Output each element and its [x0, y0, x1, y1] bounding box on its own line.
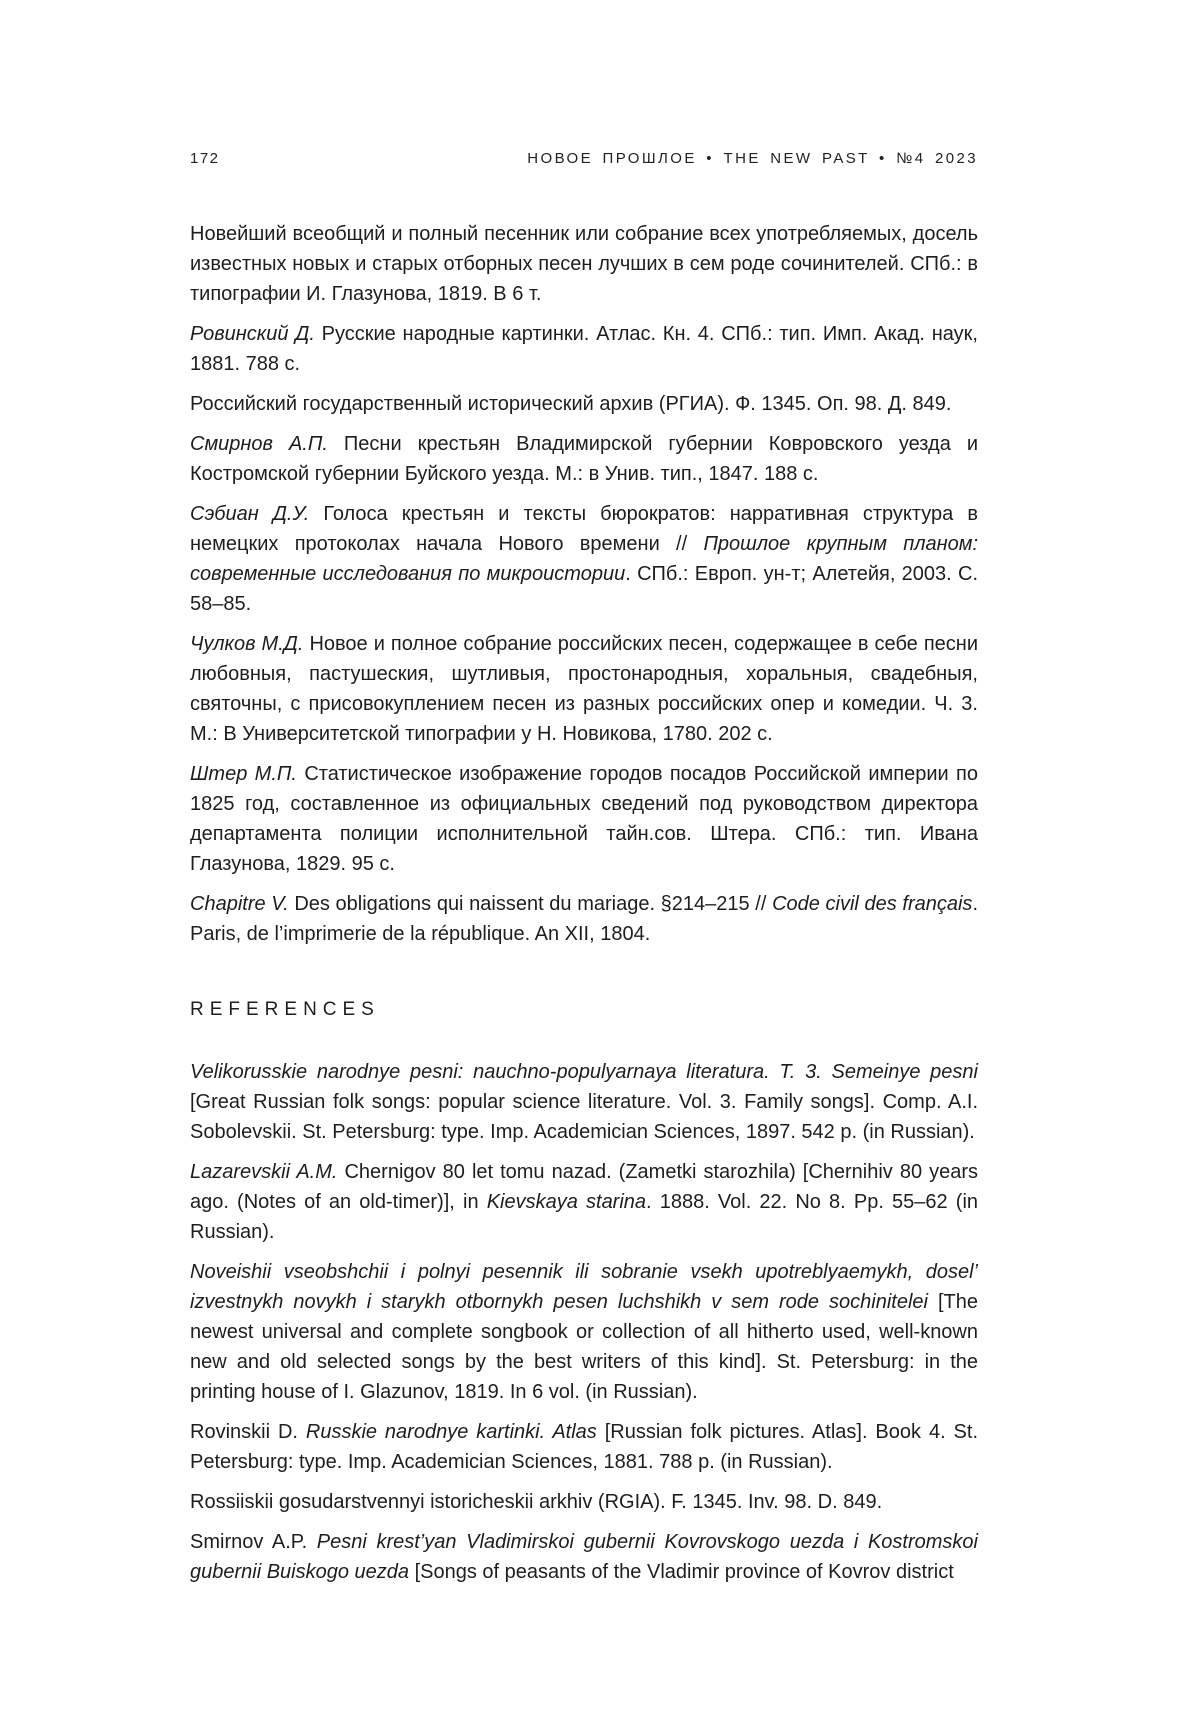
- bibliography-entry: [190, 499, 978, 619]
- reference-entry: [190, 1057, 978, 1147]
- page-body: [190, 219, 978, 1587]
- text-run-regular: Русские народные картинки. Атлас. Кн. 4. СПб.: тип. Имп. Акад. наук, 1881. 788 с.: [190, 323, 978, 375]
- text-run-regular: Rossiiskii gosudarstvennyi istoricheskii arkhiv (RGIA). F. 1345. Inv. 98. D. 849.: [190, 1491, 883, 1513]
- text-run-regular: Песни крестьян Владимирской губернии Ковровского уезда и Костромской губернии Буйского уезда. М.: в Унив. тип., 1847. 188 с.: [190, 433, 978, 485]
- text-run-italic: Pesni krest’yan Vladimirskoi gubernii Kovrovskogo uezda i Kostromskoi gubernii Buiskogo uezda: [190, 1531, 978, 1583]
- text-run-regular: Статистическое изображение городов посадов Российской империи по 1825 год, составленное из официальных сведений под руководством директора департамента полиции исполнительной тайн.сов. Штера. СПб.: тип. Ивана Глазунова, 1829. 95 с.: [190, 763, 978, 875]
- reference-entry: [190, 1157, 978, 1247]
- text-run-regular: [Great Russian folk songs: popular science literature. Vol. 3. Family songs]. Comp. A.I. Sobolevskii. St. Petersburg: type. Imp. Academician Sciences, 1897. 542 p. (in Russian).: [190, 1091, 978, 1143]
- text-run-italic: Ровинский Д.: [190, 323, 315, 345]
- page-number: 172: [190, 150, 220, 167]
- text-run-regular: Chernigov 80 let tomu nazad. (Zametki starozhila) [Chernihiv 80 years ago. (Notes of an old-timer)], in: [190, 1161, 979, 1213]
- bibliography-entry: [190, 889, 978, 949]
- bibliography-entry: [190, 389, 978, 419]
- bibliography-entry: [190, 629, 978, 749]
- text-run-italic: Чулков М.Д.: [190, 633, 304, 655]
- text-run-italic: Russkie narodnye kartinki. Atlas: [305, 1421, 597, 1443]
- text-run-italic: Velikorusskie narodnye pesni: nauchno-populyarnaya literatura. T. 3. Semeinye pesni: [190, 1061, 978, 1083]
- text-run-regular: Smirnov A.P.: [190, 1531, 317, 1553]
- text-run-regular: Голоса крестьян и тексты бюрократов: нарративная структура в немецких протоколах начала Нового времени //: [190, 503, 978, 555]
- text-run-italic: Code civil des français: [772, 893, 973, 915]
- text-run-italic: Штер М.П.: [190, 763, 297, 785]
- reference-entry: [190, 1527, 978, 1587]
- text-run-italic: Lazarevskii A.M.: [190, 1161, 338, 1183]
- text-run-italic: Chapitre V.: [190, 893, 289, 915]
- reference-entry: [190, 1487, 978, 1517]
- bibliography-entry: [190, 219, 978, 309]
- text-run-regular: . 1888. Vol. 22. No 8. Pp. 55–62 (in Russian).: [190, 1191, 979, 1243]
- running-title: НОВОЕ ПРОШЛОЕ • THE NEW PAST • №4 2023: [527, 150, 978, 167]
- references-section: [190, 1057, 978, 1587]
- running-header: [190, 150, 978, 167]
- text-run-regular: [Songs of peasants of the Vladimir province of Kovrov district: [409, 1561, 954, 1583]
- text-run-regular: Rovinskii D.: [190, 1421, 306, 1443]
- text-run-regular: Российский государственный исторический архив (РГИА). Ф. 1345. Оп. 98. Д. 849.: [190, 393, 952, 415]
- bibliography-entry: [190, 759, 978, 879]
- text-run-regular: [The newest universal and complete songbook or collection of all hitherto used, well-known new and old selected songs by the best writers of this kind]. St. Petersburg: in the printing house of I. Glazunov, 1819. In 6 vol. (in Russian).: [190, 1291, 979, 1403]
- text-run-italic: Сэбиан Д.У.: [190, 503, 310, 525]
- text-run-regular: Новейший всеобщий и полный песенник или собрание всех употребляемых, досель известных новых и старых отборных песен лучших в сем роде сочинителей. СПб.: в типографии И. Глазунова, 1819. В 6 т.: [190, 223, 978, 305]
- bibliography-entry: [190, 429, 978, 489]
- text-run-regular: Des obligations qui naissent du mariage. §214–215 //: [288, 893, 773, 915]
- text-run-italic: Смирнов А.П.: [190, 433, 328, 455]
- text-run-regular: [Russian folk pictures. Atlas]. Book 4. St. Petersburg: type. Imp. Academician Sciences, 1881. 788 p. (in Russian).: [190, 1421, 979, 1473]
- text-run-regular: . Paris, de l’imprimerie de la république. An XII, 1804.: [190, 893, 978, 945]
- bibliography-entry: [190, 319, 978, 379]
- text-run-italic: Kievskaya starina: [486, 1191, 647, 1213]
- text-run-regular: Новое и полное собрание российских песен, содержащее в себе песни любовныя, пастушеския, шутливыя, простонародныя, хоральныя, свадебныя, святочны, с присовокуплением песен из разных российских опер и комедии. Ч. 3. М.: В Университетской типографии у Н. Новикова, 1780. 202 с.: [190, 633, 978, 745]
- reference-entry: [190, 1257, 978, 1407]
- bibliography-section: [190, 219, 978, 949]
- reference-entry: [190, 1417, 978, 1477]
- text-run-italic: Noveishii vseobshchii i polnyi pesennik ili sobranie vsekh upotreblyaemykh, dosel’ izvestnykh novykh i starykh otbornykh pesen luchshikh v sem rode sochinitelei: [190, 1261, 978, 1313]
- references-heading: REFERENCES: [190, 999, 380, 1020]
- text-run-regular: . СПб.: Европ. ун-т; Алетейя, 2003. С. 58–85.: [190, 563, 979, 615]
- text-run-italic: Прошлое крупным планом: современные исследования по микроистории: [190, 533, 978, 585]
